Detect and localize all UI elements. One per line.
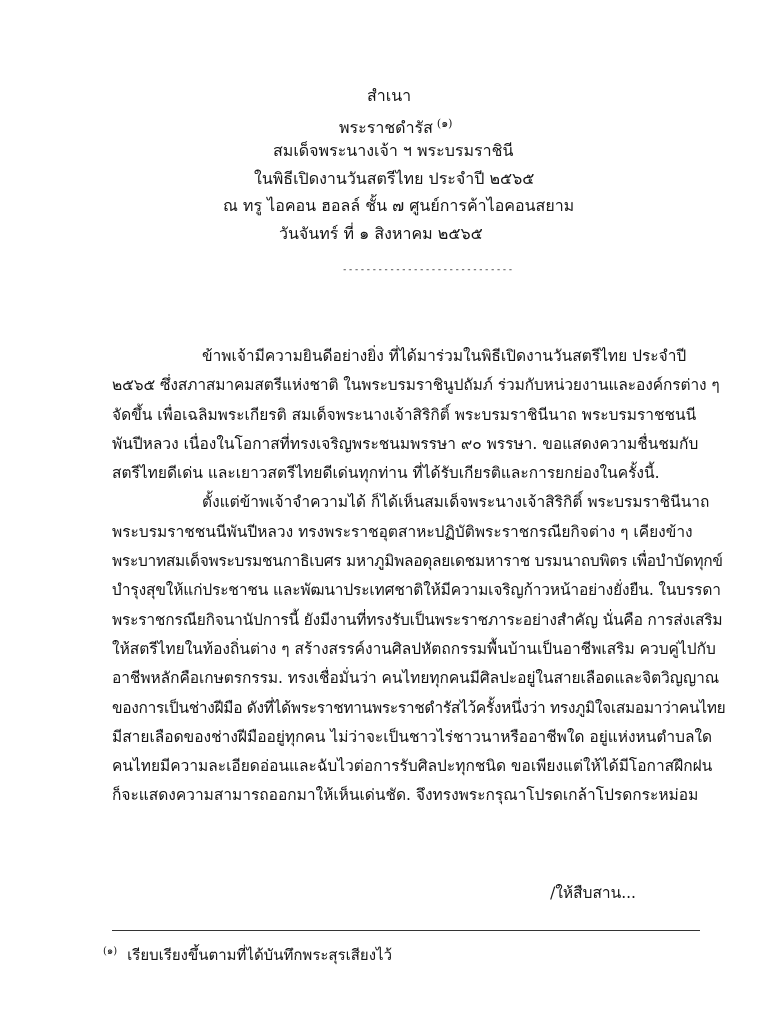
paragraph-line: ของการเป็นช่างฝีมือ ดังที่ได้พระราชทานพระราชดำรัสไว้ครั้งหนึ่งว่า ทรงภูมิใจเสมอมาว่าคนไทย	[112, 698, 726, 717]
continuation-note: /ให้สืบสาน...	[550, 884, 636, 902]
paragraph-line: ให้สตรีไทยในท้องถิ่นต่าง ๆ สร้างสรรค์งานศิลปหัตถกรรมพื้นบ้านเป็นอาชีพเสริม ควบคู่ไปกับ	[112, 639, 716, 658]
footnote-divider	[112, 930, 700, 931]
paragraph-line: ข้าพเจ้ามีความยินดีอย่างยิ่ง ที่ได้มาร่วมในพิธีเปิดงานวันสตรีไทย ประจำปี	[202, 347, 687, 365]
speaker-line: สมเด็จพระนางเจ้า ฯ พระบรมราชินี	[273, 141, 514, 160]
paragraph-line: พระบรมราชชนนีพันปีหลวง ทรงพระราชอุตสาหะปฏิบัติพระราชกรณียกิจต่าง ๆ เคียงข้าง	[112, 522, 693, 541]
document-header	[0, 82, 768, 247]
speech-title	[0, 110, 768, 138]
paragraph-line: บำรุงสุขให้แก่ประชาชน และพัฒนาประเทศชาติให้มีความเจริญก้าวหน้าอย่างยั่งยืน. ในบรรดา	[112, 581, 721, 600]
date-line: วันจันทร์ ที่ ๑ สิงหาคม ๒๕๖๕	[279, 223, 483, 243]
speech-title-text: พระราชดำรัส	[339, 117, 433, 137]
venue-line: ณ ทรู ไอคอน ฮอลล์ ชั้น ๗ ศูนย์การค้าไอคอนสยาม	[223, 196, 575, 215]
paragraph-line: ก็จะแสดงความสามารถออกมาให้เห็นเด่นชัด. จึงทรงพระกรุณาโปรดเกล้าโปรดกระหม่อม	[112, 786, 699, 805]
paragraph-line: จัดขึ้น เพื่อเฉลิมพระเกียรติ สมเด็จพระนางเจ้าสิริกิติ์ พระบรมราชินีนาถ พระบรมราชชนนี	[112, 405, 697, 424]
paragraph-line: คนไทยมีความละเอียดอ่อนและฉับไวต่อการรับศิลปะทุกชนิด ขอเพียงแต่ให้ได้มีโอกาสฝึกฝน	[112, 757, 713, 776]
paragraph-1	[112, 342, 718, 488]
speech-body	[112, 342, 726, 811]
footnote	[103, 943, 392, 967]
paragraph-line: ตั้งแต่ข้าพเจ้าจำความได้ ก็ได้เห็นสมเด็จพระนางเจ้าสิริกิติ์ พระบรมราชินีนาถ	[202, 493, 710, 512]
footnote-reference: (๑)	[436, 116, 453, 130]
paragraph-2	[112, 488, 726, 810]
paragraph-line: สตรีไทยดีเด่น และเยาวสตรีไทยดีเด่นทุกท่าน ที่ได้รับเกียรติและการยกย่องในครั้งนี้.	[112, 464, 660, 483]
paragraph-line: อาชีพหลักคือเกษตรกรรม. ทรงเชื่อมั่นว่า คนไทยทุกคนมีศิลปะอยู่ในสายเลือดและจิตวิญญาณ	[112, 669, 720, 688]
paragraph-line: ๒๕๖๕ ซึ่งสภาสมาคมสตรีแห่งชาติ ในพระบรมราชินูปถัมภ์ ร่วมกับหน่วยงานและองค์กรต่าง ๆ	[112, 376, 720, 395]
occasion-line: ในพิธีเปิดงานวันสตรีไทย ประจำปี ๒๕๖๕	[254, 168, 535, 188]
paragraph-line: พระราชกรณียกิจนานัปการนี้ ยังมีงานที่ทรงรับเป็นพระราชภาระอย่างสำคัญ นั่นคือ การส่งเสริม	[112, 610, 723, 629]
footnote-text: เรียบเรียงขึ้นตามที่ได้บันทึกพระสุรเสียงไว้	[127, 946, 392, 964]
paragraph-line: มีสายเลือดของช่างฝีมืออยู่ทุกคน ไม่ว่าจะเป็นชาวไร่ชาวนาหรืออาชีพใด อยู่แห่งหนตำบลใด	[112, 727, 713, 746]
paragraph-line: พระบาทสมเด็จพระบรมชนกาธิเบศร มหาภูมิพลอดุลยเดชมหาราช บรมนาถบพิตร เพื่อบำบัดทุกข์	[112, 552, 723, 571]
footnote-mark: (๑)	[103, 946, 118, 957]
header-divider: -----------------------------	[342, 265, 514, 275]
paragraph-line: พันปีหลวง เนื่องในโอกาสที่ทรงเจริญพระชนมพรรษา ๙๐ พรรษา. ขอแสดงความชื่นชมกับ	[112, 434, 699, 453]
copy-label: สำเนา	[367, 86, 412, 105]
